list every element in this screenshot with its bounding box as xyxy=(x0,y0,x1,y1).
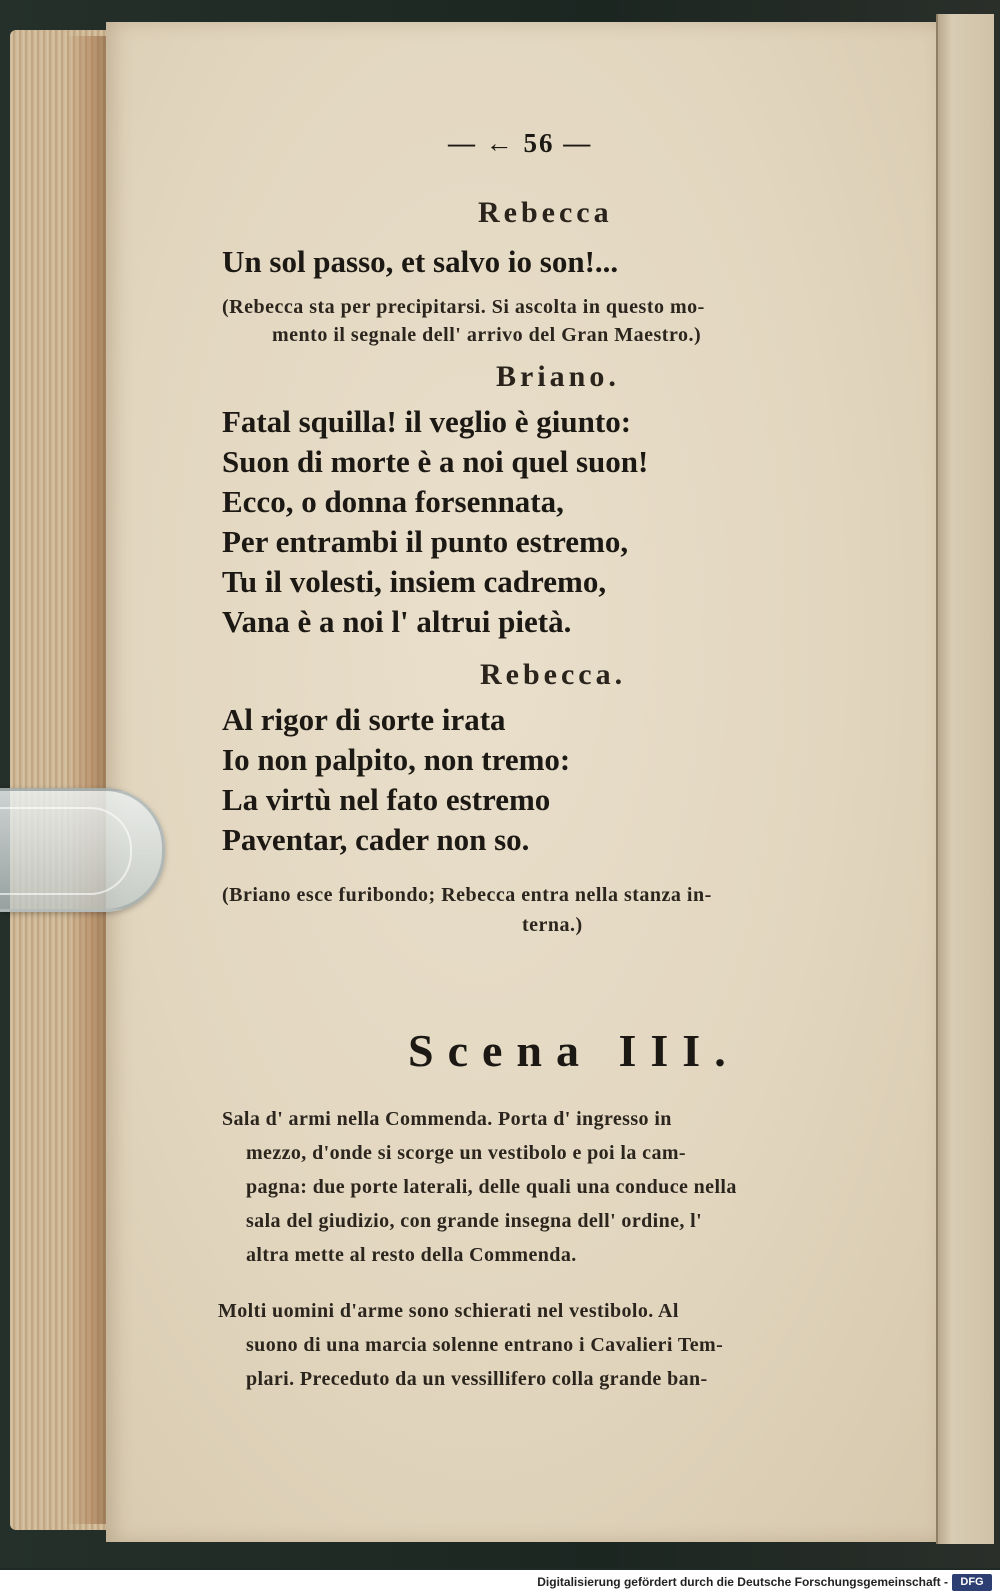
speaker-name: Briano. xyxy=(496,360,620,393)
page-clip xyxy=(0,788,165,912)
stage-direction-line: (Rebecca sta per precipitarsi. Si ascolta in questo mo- xyxy=(222,296,705,318)
footer-bar xyxy=(0,1570,1000,1596)
adjacent-page-edge xyxy=(936,14,994,1544)
scene-title: Scena III. xyxy=(408,1025,740,1076)
paragraph-line: mezzo, d'onde si scorge un vestibolo e poi la cam- xyxy=(246,1142,686,1164)
page-gutter-shadow xyxy=(66,36,110,1524)
verse-line: Paventar, cader non so. xyxy=(222,822,530,857)
verse-line: Tu il volesti, insiem cadremo, xyxy=(222,564,607,599)
paragraph-line: Sala d' armi nella Commenda. Porta d' ingresso in xyxy=(222,1108,672,1130)
verse-line: Io non palpito, non tremo: xyxy=(222,742,571,777)
paragraph-line: pagna: due porte laterali, delle quali una conduce nella xyxy=(246,1176,737,1198)
page-number: — ← 56 — xyxy=(448,128,593,158)
paragraph-line: altra mette al resto della Commenda. xyxy=(246,1244,577,1266)
verse-line: Al rigor di sorte irata xyxy=(222,702,506,737)
paragraph-line: sala del giudizio, con grande insegna dell' ordine, l' xyxy=(246,1210,703,1232)
dfg-logo: DFG xyxy=(952,1574,992,1591)
paragraph-line: Molti uomini d'arme sono schierati nel vestibolo. Al xyxy=(218,1300,679,1322)
stage-direction-line: terna.) xyxy=(522,914,583,936)
verse-line: Fatal squilla! il veglio è giunto: xyxy=(222,404,632,439)
verse-line: Un sol passo, et salvo io son!... xyxy=(222,244,619,279)
paragraph-line: plari. Preceduto da un vessillifero colla grande ban- xyxy=(246,1368,708,1390)
verse-line: Per entrambi il punto estremo, xyxy=(222,524,629,559)
stage-direction-line: (Briano esce furibondo; Rebecca entra nella stanza in- xyxy=(222,884,712,906)
speaker-name: Rebecca xyxy=(478,196,613,229)
funding-credit: Digitalisierung gefördert durch die Deutsche Forschungsgemeinschaft - xyxy=(537,1575,948,1589)
speaker-name: Rebecca. xyxy=(480,658,627,691)
verse-line: Ecco, o donna forsennata, xyxy=(222,484,564,519)
verse-line: La virtù nel fato estremo xyxy=(222,782,551,817)
verse-line: Vana è a noi l' altrui pietà. xyxy=(222,604,572,639)
stage-direction-line: mento il segnale dell' arrivo del Gran Maestro.) xyxy=(272,324,702,346)
paragraph-line: suono di una marcia solenne entrano i Cavalieri Tem- xyxy=(246,1334,724,1356)
verse-line: Suon di morte è a noi quel suon! xyxy=(222,444,649,479)
